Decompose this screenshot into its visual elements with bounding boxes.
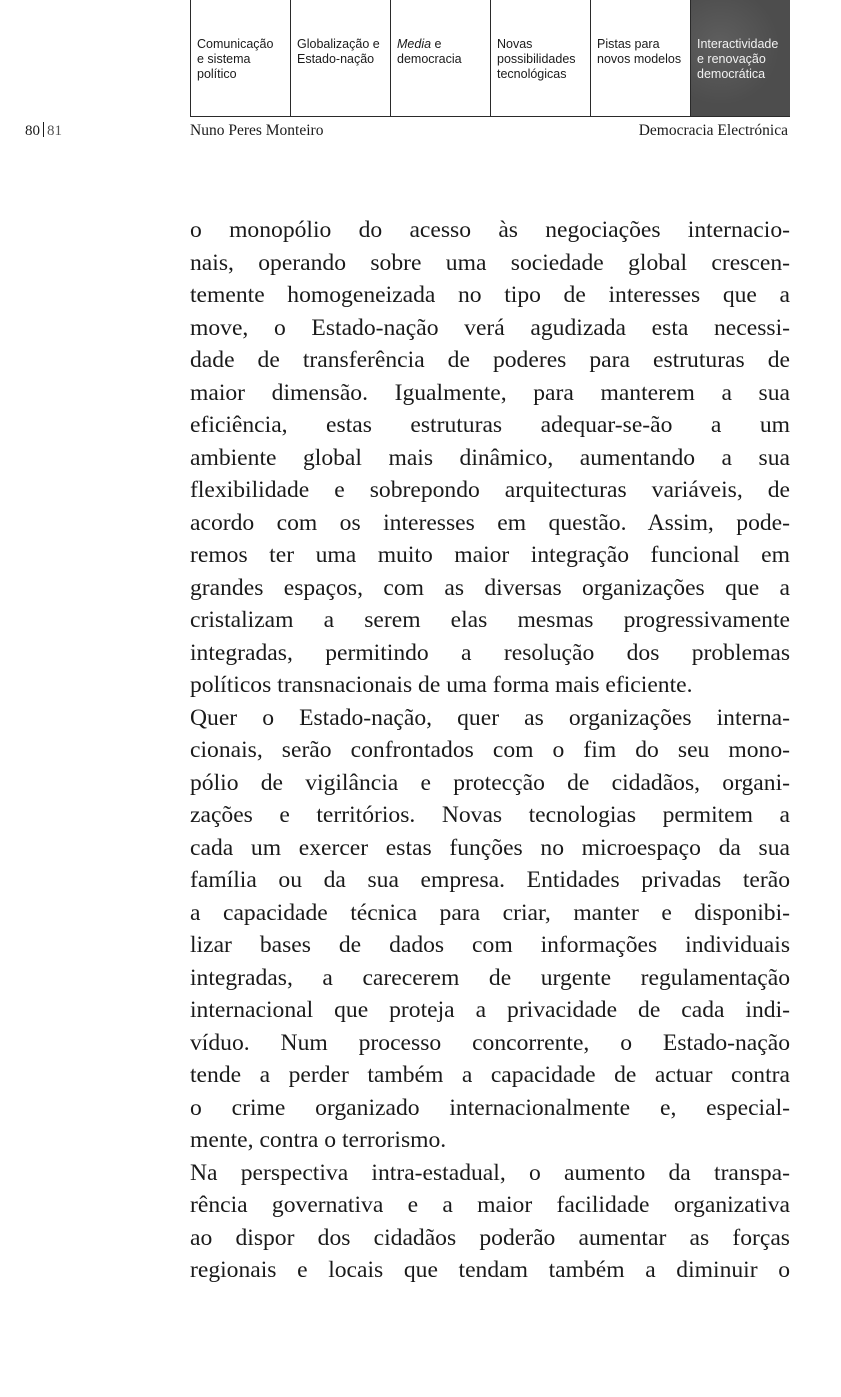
tab-label-italic: Media [397, 37, 432, 51]
body-line: ao dispor dos cidadãos poderão aumentar as forças [190, 1224, 790, 1251]
body-line: Quer o Estado-nação, quer as organizações interna- [190, 704, 790, 731]
page-number-current: 80 [25, 123, 40, 139]
body-line: acordo com os interesses em questão. Assim, pode- [190, 509, 790, 536]
tab-label-line: tecnológicas [497, 67, 567, 81]
body-line: internacional que proteja a privacidade de cada indi- [190, 997, 790, 1023]
body-line: mente, contra o terrorismo. [190, 1127, 447, 1153]
body-line: move, o Estado-nação verá agudizada esta necessi- [190, 314, 790, 341]
running-head-author: Nuno Peres Monteiro [190, 122, 324, 139]
body-line: nais, operando sobre uma sociedade global crescen- [190, 249, 790, 276]
tab-comunicacao[interactable] [190, 0, 290, 116]
tab-label-line: Globalização e [297, 37, 380, 51]
body-line: rência governativa e a maior facilidade organizativa [190, 1192, 790, 1218]
body-line: eficiência, estas estruturas adequar-se-ão a um [190, 412, 790, 438]
body-text [190, 214, 790, 1287]
body-line: integradas, a carecerem de urgente regulamentação [190, 964, 790, 991]
body-line: temente homogeneizada no tipo de interesses que a [190, 282, 790, 308]
tab-label-line: Pistas para [597, 37, 660, 51]
tab-interactividade-active[interactable] [690, 0, 790, 116]
body-line: cada um exercer estas funções no microespaço da sua [190, 834, 790, 861]
tab-label-line: democracia [397, 52, 462, 66]
body-line: tende a perder também a capacidade de actuar contra [190, 1062, 790, 1088]
body-line: zações e territórios. Novas tecnologias permitem a [190, 802, 790, 828]
body-line: dade de transferência de poderes para estruturas de [190, 347, 790, 373]
body-line: pólio de vigilância e protecção de cidadãos, organi- [190, 769, 790, 796]
body-line: ambiente global mais dinâmico, aumentando a sua [190, 444, 790, 471]
body-line: maior dimensão. Igualmente, para manterem a sua [190, 379, 790, 406]
tab-label-line: Interactividade [697, 37, 779, 51]
body-line: o crime organizado internacionalmente e, especial- [190, 1094, 790, 1121]
tab-label-line: político [197, 67, 237, 81]
body-line: grandes espaços, com as diversas organizações que a [190, 574, 790, 601]
tab-label-line: possibilidades [497, 52, 576, 66]
running-head-section: Democracia Electrónica [638, 122, 788, 139]
body-line: integradas, permitindo a resolução dos problemas [190, 639, 790, 666]
body-line: cionais, serão confrontados com o fim do seu mono- [190, 737, 790, 763]
chapter-tabs [190, 0, 790, 117]
tab-label-line: Estado-nação [297, 52, 375, 66]
body-line: políticos transnacionais de uma forma mais eficiente. [190, 672, 693, 698]
body-line: remos ter uma muito maior integração funcional em [190, 542, 790, 568]
tab-novas-possibilidades[interactable] [490, 0, 590, 116]
body-line: víduo. Num processo concorrente, o Estado-nação [190, 1029, 790, 1056]
tab-label-line: e renovação [697, 52, 766, 66]
body-line: regionais e locais que tendam também a diminuir o [190, 1257, 790, 1283]
tab-label-line [397, 37, 490, 52]
body-line: flexibilidade e sobrepondo arquitecturas variáveis, de [190, 477, 790, 503]
page-number-divider [43, 122, 44, 137]
body-line: o monopólio do acesso às negociações internacio- [190, 217, 790, 243]
page-number-next: 81 [47, 123, 62, 139]
tab-label-line: Novas [497, 37, 533, 51]
body-line: Na perspectiva intra-estadual, o aumento da transpa- [190, 1159, 790, 1186]
tab-label-line: e sistema [197, 52, 251, 66]
body-line: cristalizam a serem elas mesmas progressivamente [190, 607, 790, 633]
tab-label-rest: e [431, 37, 442, 51]
body-line: lizar bases de dados com informações individuais [190, 932, 790, 958]
tab-label-line: democrática [697, 67, 766, 81]
tab-pistas[interactable] [590, 0, 690, 116]
tab-media[interactable] [390, 0, 490, 116]
tab-label-line: novos modelos [597, 52, 682, 66]
tab-globalizacao[interactable] [290, 0, 390, 116]
body-line: família ou da sua empresa. Entidades privadas terão [190, 867, 790, 893]
page-number [25, 122, 62, 140]
tab-label-line: Comunicação [197, 37, 274, 51]
body-line: a capacidade técnica para criar, manter e disponibi- [190, 899, 790, 926]
